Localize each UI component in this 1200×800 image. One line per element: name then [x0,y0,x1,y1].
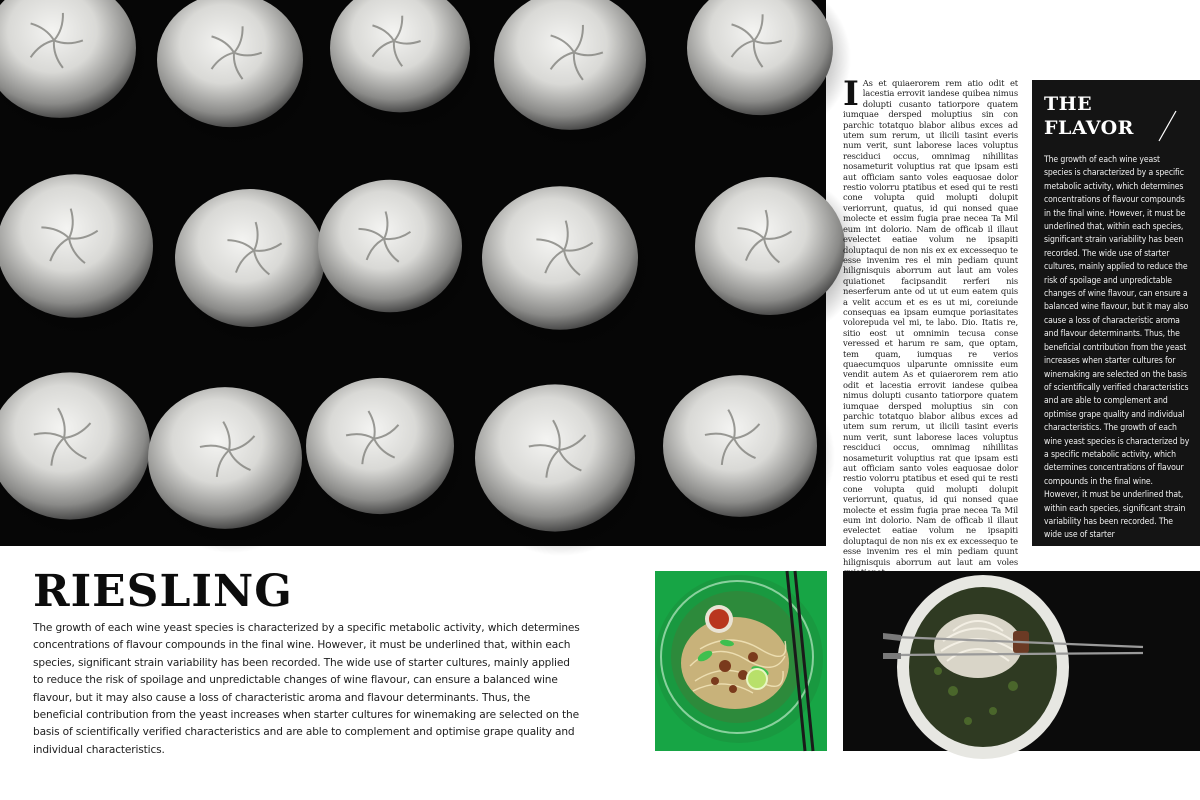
flavor-sidebar [1032,80,1200,546]
noodles-illustration [843,571,1200,751]
main-text-column [843,74,1018,567]
flavor-body-text: The growth of each wine yeast species is characterized by a specific metabolic activity, which determines concentrations of flavour compounds in the final wine. However, it must be underlined that, within each species, significant strain variability has been recorded. The wide use of starter cultures, mainly applied to reduce the risk of spoilage and unpredictable changes of wine flavour, can ensure a balanced wine flavour, but it may also cause a loss of characteristic aroma and flavour determinants. Thus, the beneficial contribution from the yeast increases when starter cultures for winemaking are selected on the basis of scientifically verified characteristics and are able to complement and optimise grape quality and individual characteristics. The growth of each wine yeast species is characterized by a specific metabolic activity, which determines concentrations of flavour compounds in the final wine. However, it must be underlined that, within each species, significant strain variability has been recorded. The wide use of starter [1044,155,1190,541]
hero-photo-steamed-buns [0,0,826,546]
slash-divider-icon [1156,110,1178,142]
drop-cap: I [843,74,859,114]
buns-illustration [0,0,826,546]
photo-noodle-bowl [843,571,1200,751]
salad-illustration [655,571,827,751]
riesling-body-text: The growth of each wine yeast species is characterized by a specific metabolic activity, which determines concentrations of flavour compounds in the final wine. However, it must be underlined that, within each species, significant strain variability has been recorded. The wide use of starter cultures, mainly applied to reduce the risk of spoilage and unpredictable changes of wine flavour, can ensure a balanced wine flavour, but it may also cause a loss of characteristic aroma and flavour determinants. Thus, the beneficial contribution from the yeast increases when starter cultures for winemaking are selected on the basis of scientifically verified characteristics and are able to complement and optimise grape quality and individual characteristics. [33,622,580,756]
flavor-title-line-1: THE [1044,93,1093,115]
main-column-text: As et quiaerorem rem atio odit et lacestia errovit iandese quibea nimus dolupti cusanto tatiorpore quatem iumquae dersped moluptius sin con parchic totatquo blabor alibus exces ad utem sum rerum, ut ilicili tasint everis num verit, sunt laborese laces voluptus resciduci occus, omnimag nihillitas nosameturit voluptius rat que ipsam esti aut officiam santo voles eaquosae dolor restio volorru ptatibus et esed qui te resti cone volupta quid molupti dolupit veriorrunt, quatus, id qui nonsed quae molecte et essim fugia prae necea Ta Mil eum int dolorio. Nam de officab il illaut evelectet eatiae volum ne ipsapiti doluptaqui de non nis ex ex excessequo te esse invenim res el min pediam quunt hilignisquis aborrum aut laut am voles quiationet facipsandit rerferi nis neserferum ante od ut ut eum eatem quis a velit accum et es es ut mi, coreiunde consequas ea ipsam eumque poriasitates volorepuda vel mi, te labo. Dio. Itatis re, sitio eost ut omnimin tecusa conse veressed et harum re sam, que optam, tem quam, iumquas re verios quaecumquos ulparunte omnissite eum vendit autem As et quiaerorem rem atio odit et lacestia errovit iandese quibea nimus dolupti cusanto tatiorpore quatem iumquae dersped moluptius sin con parchic totatquo blabor alibus exces ad utem sum rerum, ut ilicili tasint everis num verit, sunt laborese laces voluptus resciduci occus, omnimag nihillitas nosameturit voluptius rat que ipsam esti aut officiam santo voles eaquosae dolor restio volorru ptatibus et esed qui te resti cone volupta quid molupti dolupit veriorrunt, quatus, id qui nonsed quae molecte et essim fugia prae necea Ta Mil eum int dolorio. Nam de officab il illaut evelectet eatiae volum ne ipsapiti doluptaqui de non nis ex ex excessequo te esse invenim res el min pediam quunt hilignisquis aborrum aut laut am voles [843,78,1018,567]
flavor-title [1044,92,1174,140]
photo-salad-bowl [655,571,827,751]
riesling-heading: RIESLING [33,566,293,617]
flavor-title-line-2: FLAVOR [1044,117,1134,139]
